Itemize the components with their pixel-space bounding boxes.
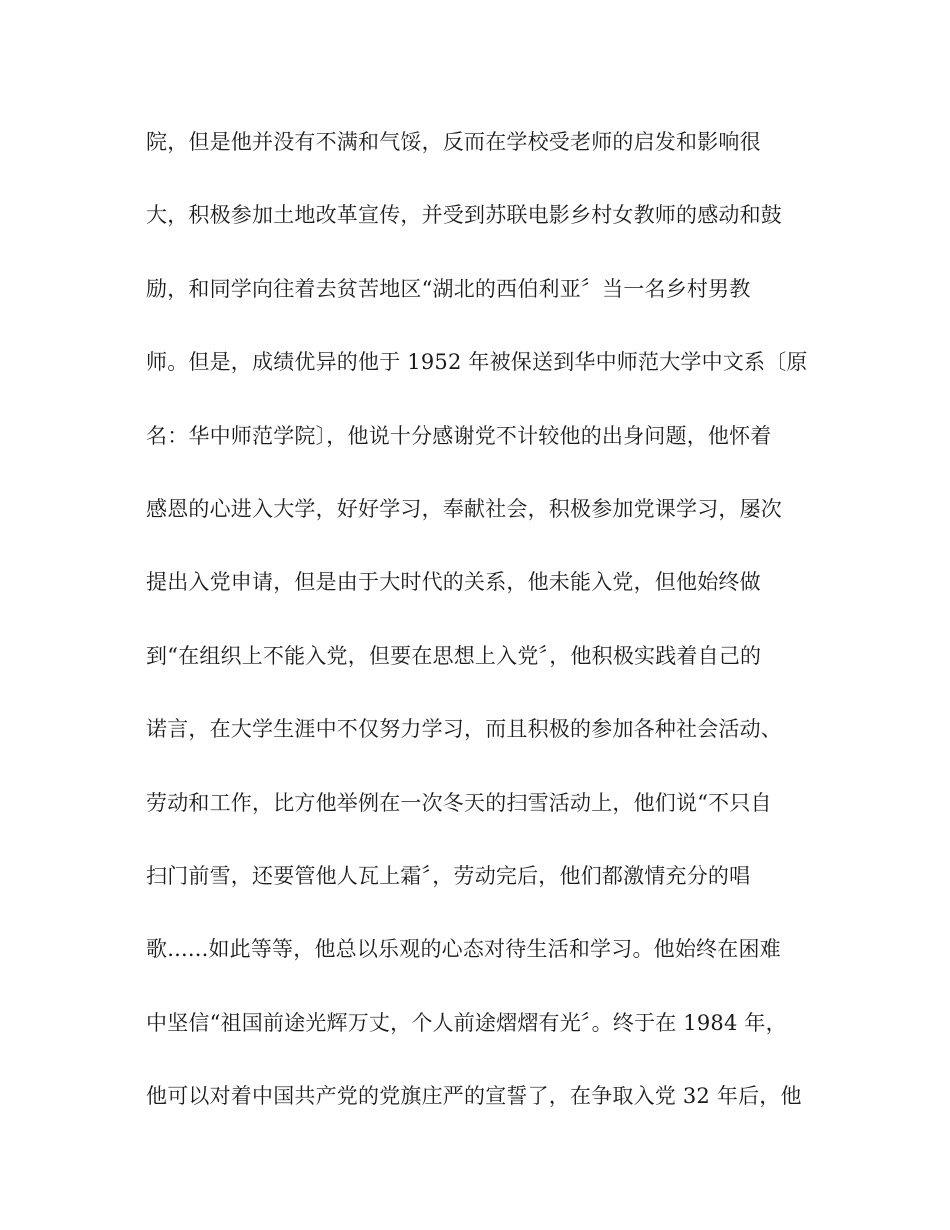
text-line-6: 感恩的心进入大学，好好学习，奉献社会，积极参加党课学习，屡次: [146, 496, 782, 521]
text-line-8: 到“在组织上不能入党，但要在思想上入党〞，他积极实践着自己的: [146, 643, 762, 668]
text-line-11: 扫门前雪，还要管他人瓦上霜〞，劳动完后，他们都激情充分的唱: [146, 863, 751, 888]
text-line-9: 诺言，在大学生涯中不仅努力学习，而且积极的参加各种社会活动、: [146, 717, 782, 742]
text-line-10: 劳动和工作，比方他举例在一次冬天的扫雪活动上，他们说“不只自: [146, 790, 772, 815]
text-line-2: 大，积极参加土地改革宣传，并受到苏联电影乡村女教师的感动和鼓: [146, 203, 782, 228]
text-line-7: 提出入党申请，但是由于大时代的关系，他未能入党，但他始终做: [146, 570, 761, 595]
body-text: [146, 126, 826, 1153]
text-line-5: 名：华中师范学院〕，他说十分感谢党不计较他的出身问题，他怀着: [146, 423, 772, 448]
text-line-1: 院，但是他并没有不满和气馁，反而在学校受老师的启发和影响很: [146, 130, 761, 154]
text-line-12: 歌......如此等等，他总以乐观的心态对待生活和学习。他始终在困难: [146, 937, 781, 962]
text-line-4: 师。但是，成绩优异的他于 1952 年被保送到华中师范大学中文系〔原: [146, 350, 808, 375]
text-line-3: 励，和同学向往着去贫苦地区“湖北的西伯利亚〞当一名乡村男教: [146, 276, 751, 301]
text-line-14: 他可以对着中国共产党的党旗庄严的宣誓了，在争取入党 32 年后，他: [146, 1084, 802, 1109]
text-line-13: 中坚信“祖国前途光辉万丈，个人前途熠熠有光〞。终于在 1984 年，: [146, 1010, 787, 1035]
